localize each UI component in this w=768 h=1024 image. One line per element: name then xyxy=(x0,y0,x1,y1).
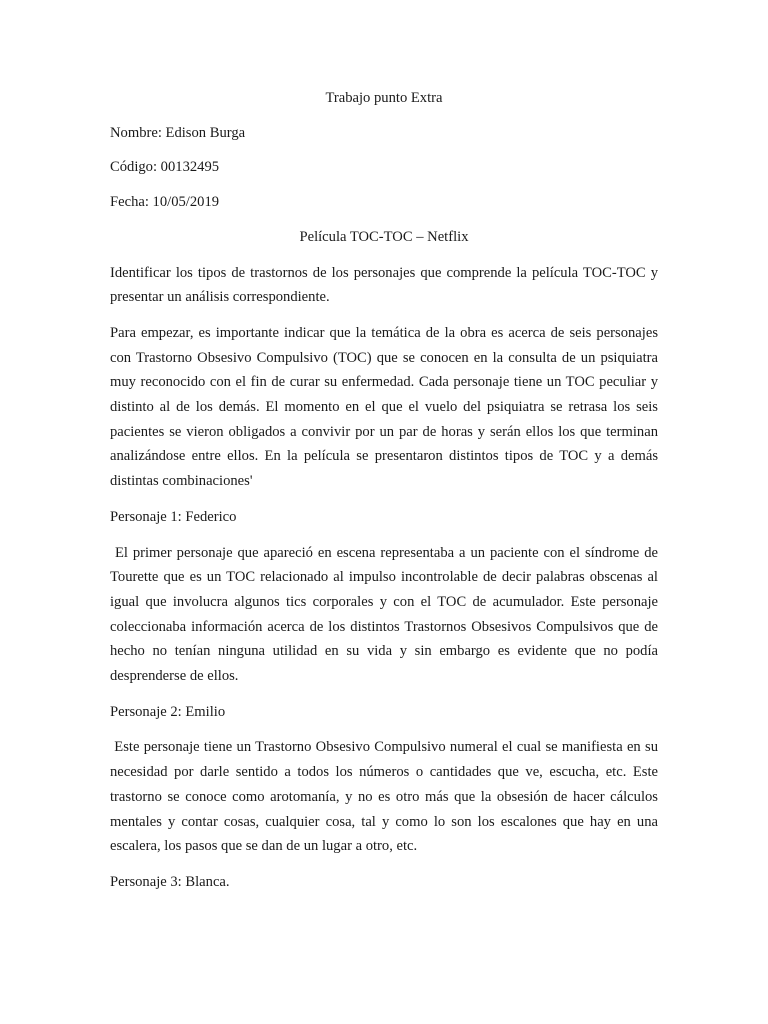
document-title: Trabajo punto Extra xyxy=(325,90,443,106)
student-code: Código: 00132495 xyxy=(110,159,220,176)
character-2-paragraph: Este personaje tiene un Trastorno Obsesivo Compulsivo numeral el cual se manifiesta en su necesidad por darle sentido a todos los números o cantidades que ve, escucha, etc. Este trastorno se conoce como arotomanía, y no es otro más que la obsesión de hacer cálculos mentales y contar cosas, cualquier cosa, tal y como lo son los escalones que hay en una escalera, los pasos que se dan de un lugar a otro, etc. xyxy=(110,739,662,855)
document-date: Fecha: 10/05/2019 xyxy=(110,194,220,211)
film-title: Película TOC-TOC – Netflix xyxy=(299,228,469,245)
objective-paragraph: Identificar los tipos de trastornos de los personajes que comprende la película TOC-TOC y presentar un análisis correspondiente. xyxy=(110,264,658,306)
student-name: Nombre: Edison Burga xyxy=(110,124,246,141)
intro-paragraph: Para empezar, es importante indicar que la temática de la obra es acerca de seis personajes con Trastorno Obsesivo Compulsivo (TOC) que se conocen en la consulta de un psiquiatra muy reconocido con el fin de curar su enfermedad. Cada personaje tiene un TOC peculiar y distinto al de los demás. El momento en el que el vuelo del psiquiatra se retrasa los seis pacientes se vieron obligados a convivir por un par de horas y serán ellos los que terminan analizándose entre ellos. En la película se presentaron distintos tipos de TOC y a demás distintas combinaciones' xyxy=(110,324,658,490)
character-2-heading: Personaje 2: Emilio xyxy=(110,703,226,720)
character-1-heading: Personaje 1: Federico xyxy=(110,508,237,525)
character-1-paragraph: El primer personaje que apareció en escena representaba a un paciente con el síndrome de Tourette que es un TOC relacionado al impulso incontrolable de decir palabras obscenas al igual que involucra algunos tics corporales y con el TOC de acumulador. Este personaje coleccionaba información acerca de los distintos Trastornos Obsesivos Compulsivos que de hecho no tenían ninguna utilidad en su vida y sin embargo es evidente que no podía desprenderse de ellos. xyxy=(110,544,662,685)
character-3-heading: Personaje 3: Blanca. xyxy=(110,873,230,890)
